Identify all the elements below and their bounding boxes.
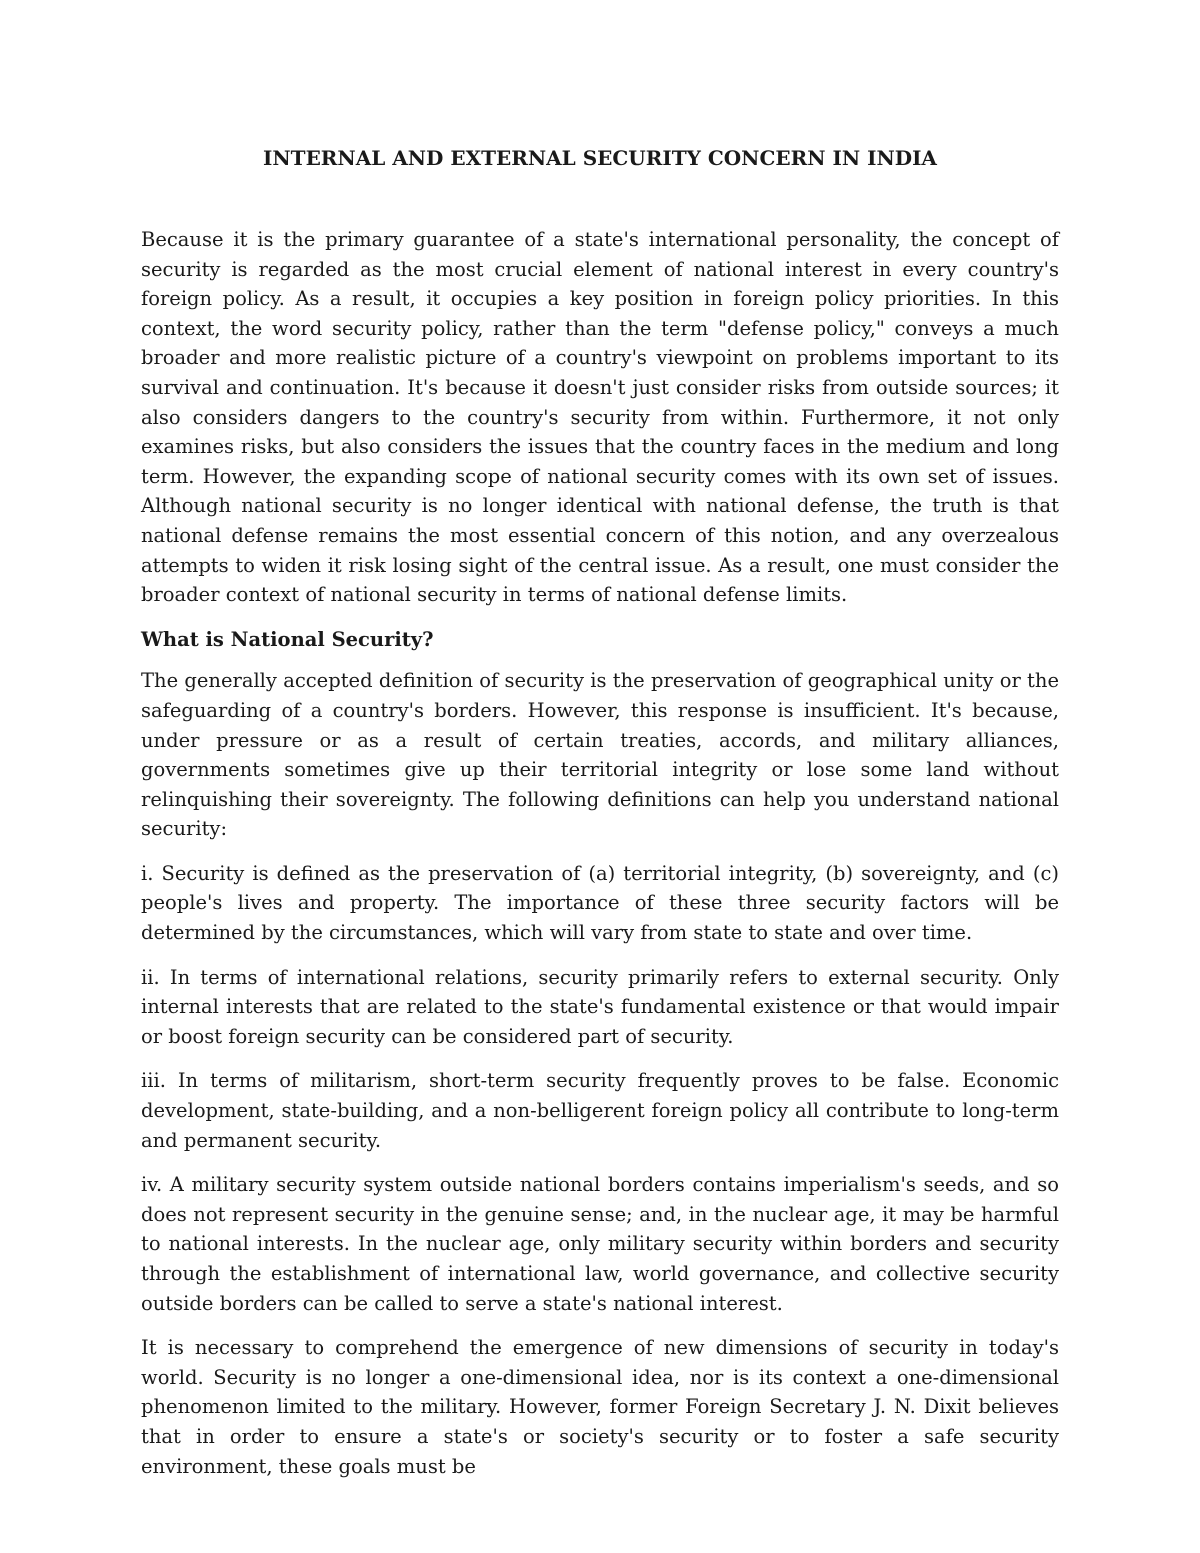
definition-item: iii. In terms of militarism, short-term security frequently proves to be false. Economic development, state-building, and a non-belligerent foreign policy all contribute to long-term and permanent security. [141, 1069, 1059, 1152]
page-title: INTERNAL AND EXTERNAL SECURITY CONCERN IN INDIA [263, 146, 937, 170]
document-body [141, 143, 1059, 1496]
closing-paragraph: It is necessary to comprehend the emergence of new dimensions of security in today's world. Security is no longer a one-dimensional idea, nor is its context a one-dimensional phenomenon limited to the military. However, former Foreign Secretary J. N. Dixit believes that in order to ensure a state's or society's security or to foster a safe security environment, these goals must be [141, 1336, 1059, 1478]
section-heading: What is National Security? [141, 627, 434, 651]
intro-paragraph: Because it is the primary guarantee of a state's international personality, the concept of security is regarded as the most crucial element of national interest in every country's foreign policy. As a result, it occupies a key position in foreign policy priorities. In this context, the word security policy, rather than the term "defense policy," conveys a much broader and more realistic picture of a country's viewpoint on problems important to its survival and continuation. It's because it doesn't just consider risks from outside sources; it also considers dangers to the country's security from within. Furthermore, it not only examines risks, but also considers the issues that the country faces in the medium and long term. However, the expanding scope of national security comes with its own set of issues. Although national security is no longer identical with national defense, the truth is that national defense remains the most essential concern of this notion, and any overzealous attempts to widen it risk losing sight of the central issue. As a result, one must consider the broader context of national security in terms of national defense limits. [141, 228, 1059, 607]
definition-item: iv. A military security system outside national borders contains imperialism's seeds, and so does not represent security in the genuine sense; and, in the nuclear age, it may be harmful to national interests. In the nuclear age, only military security within borders and security through the establishment of international law, world governance, and collective security outside borders can be called to serve a state's national interest. [141, 1173, 1059, 1315]
definition-item: i. Security is defined as the preservation of (a) territorial integrity, (b) sovereignty, and (c) people's lives and property. The importance of these three security factors will be determined by the circumstances, which will vary from state to state and over time. [141, 861, 1059, 945]
definition-item: ii. In terms of international relations, security primarily refers to external security. Only internal interests that are related to the state's fundamental existence or that would impair or boost foreign security can be considered part of security. [141, 965, 1059, 1048]
section-intro-paragraph: The generally accepted definition of security is the preservation of geographical unity or the safeguarding of a country's borders. However, this response is insufficient. It's because, under pressure or as a result of certain treaties, accords, and military alliances, governments sometimes give up their territorial integrity or lose some land without relinquishing their sovereignty. The following definitions can help you understand national security: [141, 669, 1059, 841]
